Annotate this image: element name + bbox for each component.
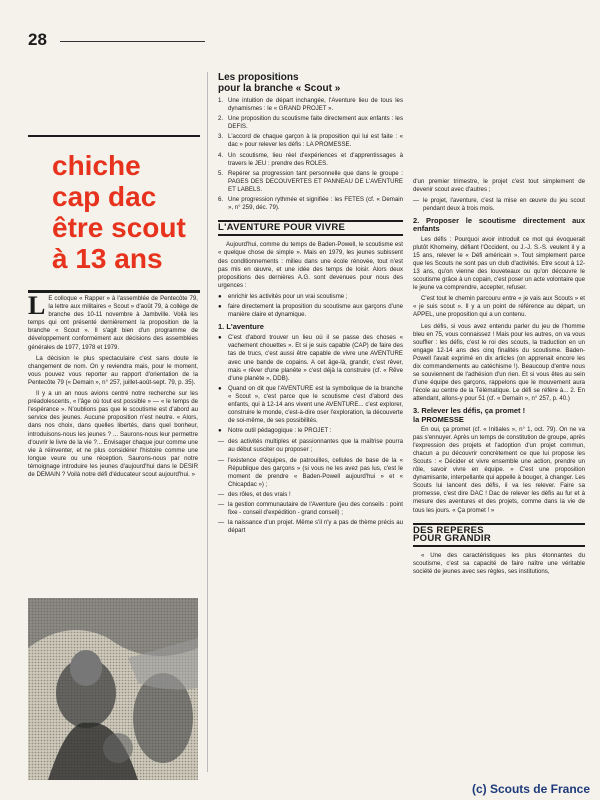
aventure-bullets [218, 293, 403, 319]
paragraph: C'est tout le chemin parcouru entre « je vais aux Scouts » et « je suis scout ». Il y a un point de référence au départ, un APPEL, une proposition qui a un contenu. [413, 295, 585, 319]
reperes-title: DES REPERES POUR GRANDIR [413, 523, 585, 547]
list-item: — la naissance d'un projet. Même s'il n'y a pas de thème précis au départ [218, 519, 403, 535]
list-item: 2. Une proposition du scoutisme faite directement aux enfants : les DEFIS. [218, 115, 403, 131]
projet-dash-list [218, 438, 403, 535]
middle-column [218, 72, 403, 537]
right-column [413, 178, 585, 579]
list-item: ● C'est d'abord trouver un lieu où il se passe des choses « vachement chouettes ». Et si je suis capable (CAP) de faire des tas de trucs, c'est aussi être capable de vivre une AVENTURE avec une bande de copains. A cet âge-là, grandir, c'est rêver, mais « rêver d'une planète » c'est déjà la construire (cf. « Rêve d'une planète », DDB). [218, 334, 403, 382]
intro-paragraph: L E colloque « Rapper » à l'assemblée de Pentecôte 79, la lettre aux militaires « Scout » d'août 79, à collège de branche des 10-11 novembre à Jambville. Voilà les temps qui ont présenté dernièrement la proposition de la branche « Scout ». Il s'agit bien d'un programme de développement conformément aux décisions des assemblées générales de 1977, 1978 et 1979. [28, 295, 198, 351]
paragraph: « Une des caractéristiques les plus étonnantes du scoutisme, c'est sa capacité de faire naître une véritable société de jeunes avec ses règles, ses institutions, [413, 551, 585, 576]
list-item: — l'existence d'équipes, de patrouilles, cellules de base de la « République des garçons » (si vous ne les avez pas lus, c'est le moment de prendre « Baden-Powell aujourd'hui » et « Chicapdac ») ; [218, 456, 403, 488]
headline-line: être scout [52, 212, 186, 243]
column-divider [207, 72, 208, 772]
propositions-title: Les propositions pour la branche « Scout » [218, 72, 341, 94]
headline-line: chiche [52, 150, 141, 181]
list-item: 1. Une intuition de départ inchangée, l'Aventure lieu de tous les dynamismes : le « GRAND PROJET ». [218, 97, 403, 113]
copyright: (c) Scouts de France [471, 782, 590, 796]
dash-list [413, 197, 585, 213]
list-item: ● enrichir les activités pour un vrai scoutisme ; [218, 292, 348, 300]
paragraph: Les défis : Pourquoi avoir introduit ce mot qui évoquerait plutôt Khomeiny, défiant l'Occident, ou J.-J. S.-S. veulent il y a 15 ans, relever le « Défi américain ». Tout simplement parce que les Scouts ne sont pas un club d'activités. Etre scout à 12-13 ans, qu'on vienne des louveteaux ou qu'on découvre le scoutisme grâce à un copain, c'est poser un acte volontaire que le jeune va comprendre, accepter, refuser. [413, 235, 585, 292]
list-item: ● Notre outil pédagogique : le PROJET : [218, 427, 332, 435]
aventure-paragraph: Aujourd'hui, comme du temps de Baden-Powell, le scoutisme est « quelque chose de simple ». Mais en 1979, les jeunes subissent des conditionnements : milieu dans une école rénovée, tout n'est pas mis en œuvre, et une idée des temps de loisir. Alors deux propositions des dernières A.G. sont devenues pour nous des urgences : [218, 241, 403, 289]
paragraph: En oui, ça promet (cf. « Initiales », n° 1, oct. 79). On ne va pas s'ennuyer. Après un temps de constitution de groupe, après l'expression des projets et l'adoption d'un projet commun, chacun a pu découvrir concrètement ce que lui propose les Scouts : « Décider et vivre ensemble une action, prendre un rôle, savoir vivre en équipe. » C'est une proposition dynamisante, interpellante qui appelle à bouger, à changer. Les Scouts lui lancent des défis, il va les relever. Faire sa promesse, c'est dire DAC ! Dac de relever les défis au fur et à mesure des aventures et des projets, comme dans la vie de tous les jours. « Ça promet ! » [413, 425, 585, 514]
list-item: — des activités multiples et passionnantes que la maîtrise pourra au début susciter ou proposer ; [218, 438, 403, 454]
list-item: 3. L'accord de chaque garçon à la proposition qui lui est faite : « dac » pour relever les défis : LA PROMESSE. [218, 133, 403, 149]
list-item: 6. Une progression rythmée et signifiée : les FETES (cf. « Demain », n° 259, déc. 79). [218, 196, 403, 212]
list-item: ● faire directement la proposition du scoutisme aux garçons d'une manière claire et dynamique. [218, 302, 403, 319]
intro-paragraph: Il y a un an nous avions centré notre recherche sur les préadolescents, « l'âge où tout est possible » — « le temps de l'espérance ». N'oublions pas que le scoutisme est d'abord au service des jeunes. Aucune proposition n'est neutre. « Alors, dans nos choix, dans quelles libertés, dans quel bonheur, introduisons-nous les jeunes ? ... Saurons-nous leur permettre d'ouvrir le livre de la vie ?... Envisager chaque jour comme une vie à réinventer, et ne plus considérer l'histoire comme une longue veure ou une réception. Saurons-nous par notre témoignage introduire les jeunes d'aujourd'hui dans le DESIR de DEMAIN ? Voilà notre défi d'éducateur scout aujourd'hui. » [28, 390, 198, 478]
subheading-aventure: 1. L'aventure [218, 322, 264, 332]
scout-photo [28, 598, 198, 780]
list-item: — la gestion communautaire de l'Aventure (jeu des conseils : point fixe - conseil d'expédition - grand conseil) ; [218, 501, 403, 517]
subheading-proposer: 2. Proposer le scoutisme directement aux enfants [413, 216, 585, 234]
propositions-list [218, 97, 403, 212]
paragraph: Les défis, si vous avez entendu parler du jeu de l'homme bleu en 75, vous connaissez ! Mais pour les autres, on va vous souffler : les défis, c'est le roi des scouts, la traduction en un engage 12-14 ans des cinq finalités du scoutisme. Baden-Powell l'avait exprimé en dix articles (on apprenait encore les dix commandements au catéchisme !). Beaucoup d'entre nous se souviennent de l'adhésion d'un rien. Et si vous êtes au sein d'une équipe des garçons, rappelons que le mouvement aura l'école au centre de la Télématique. Le défi se réfère à... 2. En attendant, allons-y pour 51 (cf. « Demain », n° 257, p. 40.) [413, 322, 585, 403]
list-item: — le projet, l'aventure, c'est la mise en œuvre du jeu scout pendant deux à trois mois. [413, 197, 585, 213]
intro-column [28, 295, 198, 595]
page-number: 28 [28, 30, 47, 49]
list-item: 4. Un scoutisme, lieu réel d'expériences et d'apprentissages à travers le JEU : prendre des ROLES. [218, 151, 403, 167]
list-item: 5. Repérer sa progression tant personnelle que dans le groupe : PAGES DES DECOUVERTES ET PANNEAU DE L'AVENTURE ET LABELS. [218, 169, 403, 193]
intro-paragraph: La décision le plus spectaculaire c'est sans doute le changement de nom. On y reviendra mais, pour le moment, vous pouvez vous reporter au rapport d'orientation de la Pentecôte 79 (« Demain », n° 257, juillet-août-sept. 79, p. 35). [28, 354, 198, 386]
paragraph: d'un premier trimestre, le projet c'est tout simplement de devenir scout avec d'autres ; [413, 178, 585, 194]
list-item: ● Quand on dit que l'AVENTURE est la symbolique de la branche « Scout », c'est parce que le scoutisme c'est d'abord des enfants, qui à 12-14 ans vivent une AVENTURE... c'est explorer, construire le monde, c'est-à-dire oser l'exploration, la découverte de soi-même, de ses possibilités. [218, 384, 403, 425]
aventure-title: L'AVENTURE POUR VIVRE [218, 220, 403, 236]
subheading-promesse: 3. Relever les défis, ça promet ! la PROMESSE [413, 406, 526, 424]
aventure-sub-bullets [218, 334, 403, 435]
headline-line: à 13 ans [52, 243, 163, 274]
right-top-blank [415, 70, 585, 170]
list-item: — des rôles, et des vrais ! [218, 490, 291, 498]
dropcap: L [28, 295, 46, 320]
headline [52, 150, 186, 274]
header-rule [60, 41, 205, 42]
headline-line: cap dac [52, 181, 157, 212]
